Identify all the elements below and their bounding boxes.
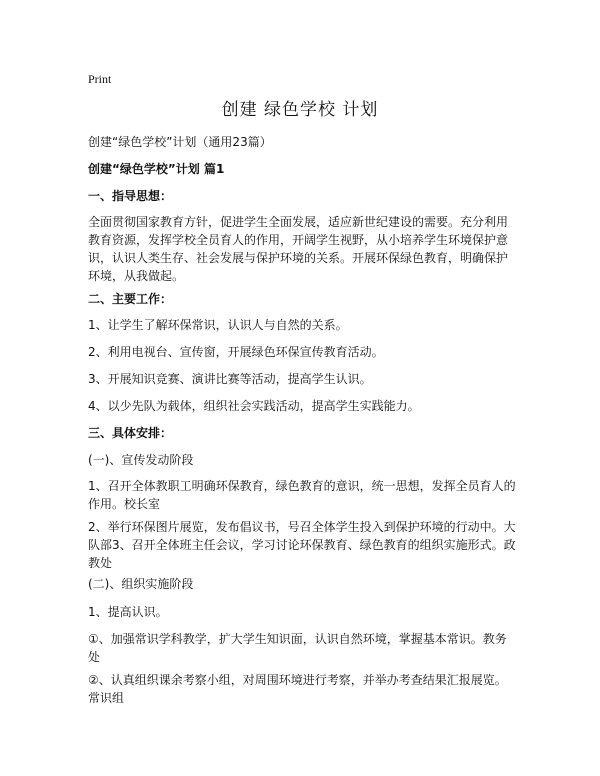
print-label: Print xyxy=(88,72,112,86)
phase-one-item-1: 1、召开全体教职工明确环保教育，绿色教育的意识，统一思想，发挥全员育人的作用。校长室 xyxy=(88,479,516,511)
paragraph-guiding-thought: 全面贯彻国家教育方针，促进学生全面发展，适应新世纪建设的需要。充分利用教育资源，发挥学校全员育人的作用，开阔学生视野，从小培养学生环境保护意识，认识人类生存、社会发展与保护环境的关系。开展环保绿色教育，明确保护环境，从我做起。 xyxy=(88,215,509,283)
section-title: 创建“绿色学校”计划 篇1 xyxy=(88,162,225,176)
page-title: 创建 绿色学校 计划 xyxy=(221,100,379,120)
heading-arrangement: 三、具体安排： xyxy=(88,426,173,440)
list-item: 3、开展知识竞赛、演讲比赛等活动，提高学生认识。 xyxy=(88,372,372,386)
phase-two-subitem-1: ①、加强常识学科教学，扩大学生知识面，认识自然环境，掌握基本常识。教务处 xyxy=(88,632,507,664)
list-item: 2、利用电视台、宣传窗，开展绿色环保宣传教育活动。 xyxy=(88,345,384,359)
heading-guiding-thought: 一、指导思想： xyxy=(88,189,173,203)
list-item: 4、以少先队为载体，组织社会实践活动，提高学生实践能力。 xyxy=(88,399,420,413)
phase-two-subitem-2: ②、认真组织课余考察小组，对周围环境进行考察，并举办考查结果汇报展览。常识组 xyxy=(88,673,507,705)
phase-one-item-2: 2、举行环保图片展览，发布倡议书，号召全体学生投入到保护环境的行动中。大队部3、召开全体班主任会议，学习讨论环保教育、绿色教育的组织实施形式。政教处 xyxy=(88,520,516,570)
heading-main-work: 二、主要工作： xyxy=(88,292,173,306)
list-item: 1、让学生了解环保常识，认识人与自然的关系。 xyxy=(88,318,348,332)
phase-two-heading: (二)、组织实施阶段 xyxy=(88,577,194,591)
phase-one-heading: (一)、宣传发动阶段 xyxy=(88,453,194,467)
subtitle: 创建“绿色学校”计划（通用23篇） xyxy=(88,135,272,149)
phase-two-item-1: 1、提高认识。 xyxy=(88,605,168,619)
